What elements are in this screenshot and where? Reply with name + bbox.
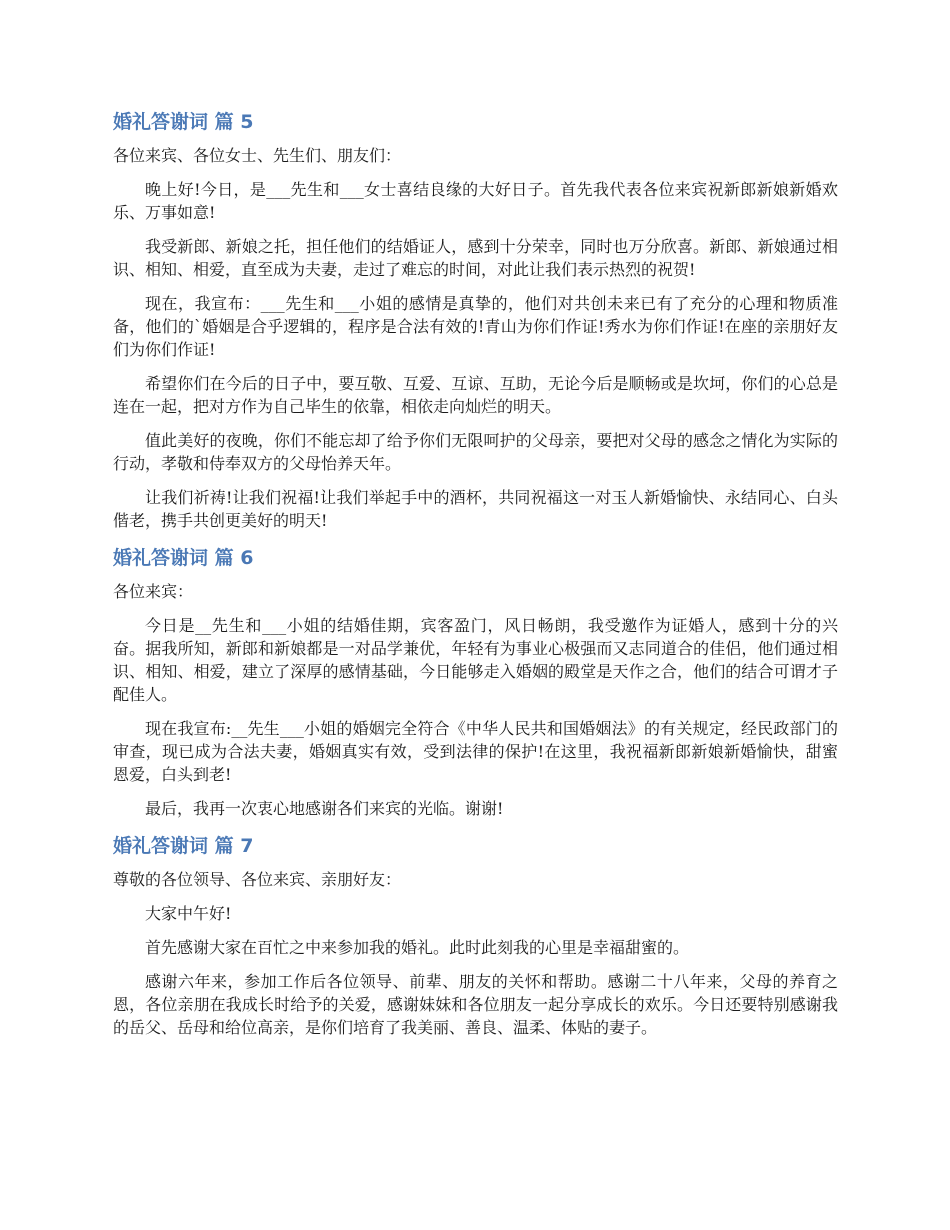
paragraph: 首先感谢大家在百忙之中来参加我的婚礼。此时此刻我的心里是幸福甜蜜的。	[145, 938, 690, 957]
salutation: 尊敬的各位领导、各位来宾、亲朋好友：	[113, 870, 402, 889]
paragraph: 最后，我再一次衷心地感谢各们来宾的光临。谢谢!	[145, 799, 504, 818]
section-heading: 婚礼答谢词 篇 6	[113, 547, 254, 569]
paragraph: 今日是__先生和___小姐的结婚佳期，宾客盈门，风日畅朗，我受邀作为证婚人，感到十分的兴奋。据我所知，新郎和新娘都是一对品学兼优，年轻有为事业心极强而又志同道合的佳侣，他们通过相识、相知、相爱，建立了深厚的感情基础，今日能够走入婚姻的殿堂是天作之合，他们的结合可谓才子配佳人。	[113, 616, 838, 704]
paragraph: 希望你们在今后的日子中，要互敬、互爱、互谅、互助，无论今后是顺畅或是坎坷，你们的心总是连在一起，把对方作为自己毕生的依靠，相依走向灿烂的明天。	[113, 374, 838, 416]
paragraph: 我受新郎、新娘之托，担任他们的结婚证人，感到十分荣幸，同时也万分欣喜。新郎、新娘通过相识、相知、相爱，直至成为夫妻，走过了难忘的时间，对此让我们表示热烈的祝贺!	[113, 237, 838, 279]
section-heading: 婚礼答谢词 篇 7	[113, 835, 254, 857]
paragraph: 值此美好的夜晚，你们不能忘却了给予你们无限呵护的父母亲，要把对父母的感念之情化为实际的行动，孝敬和侍奉双方的父母怡养天年。	[113, 431, 838, 473]
section-7	[113, 832, 838, 1039]
section-6	[113, 544, 838, 820]
section-5	[113, 108, 838, 532]
paragraph: 感谢六年来，参加工作后各位领导、前辈、朋友的关怀和帮助。感谢二十八年来，父母的养育之恩，各位亲朋在我成长时给予的关爱，感谢妹妹和各位朋友一起分享成长的欢乐。今日还要特别感谢我的岳父、岳母和给位高亲，是你们培育了我美丽、善良、温柔、体贴的妻子。	[113, 972, 838, 1037]
paragraph: 现在，我宣布：___先生和___小姐的感情是真挚的，他们对共创未来已有了充分的心理和物质准备，他们的`婚姻是合乎逻辑的，程序是合法有效的!青山为你们作证!秀水为你们作证!在座的亲朋好友们为你们作证!	[113, 294, 838, 359]
paragraph: 晚上好!今日，是___先生和___女士喜结良缘的大好日子。首先我代表各位来宾祝新郎新娘新婚欢乐、万事如意!	[113, 180, 838, 222]
salutation: 各位来宾、各位女士、先生们、朋友们：	[113, 146, 402, 165]
paragraph: 大家中午好!	[145, 904, 232, 923]
paragraph: 现在我宣布:__先生___小姐的婚姻完全符合《中华人民共和国婚姻法》的有关规定，经民政部门的审查，现已成为合法夫妻，婚姻真实有效，受到法律的保护!在这里，我祝福新郎新娘新婚愉快，甜蜜恩爱，白头到老!	[113, 719, 838, 784]
document-page	[113, 108, 838, 1050]
section-heading: 婚礼答谢词 篇 5	[113, 111, 254, 133]
paragraph: 让我们祈祷!让我们祝福!让我们举起手中的酒杯，共同祝福这一对玉人新婚愉快、永结同心、白头偕老，携手共创更美好的明天!	[113, 488, 838, 530]
salutation: 各位来宾：	[113, 582, 194, 601]
